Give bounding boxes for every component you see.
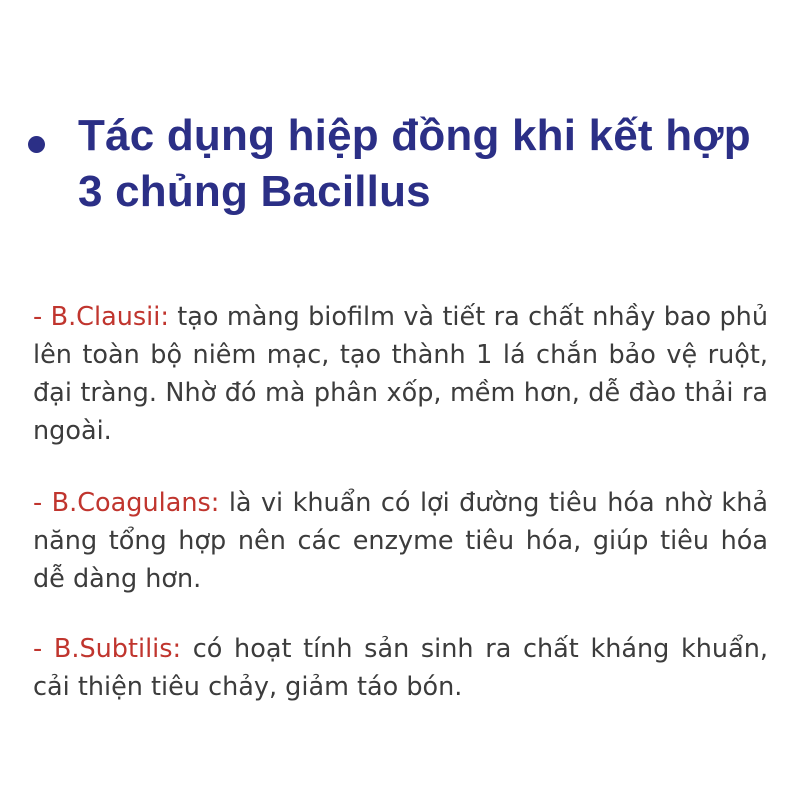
paragraph-coagulans (33, 484, 768, 598)
strain-label-coagulans: - B.Coagulans: (33, 488, 220, 518)
section-heading (28, 108, 788, 220)
strain-text-coagulans: là vi khuẩn có lợi đường tiêu hóa nhờ khả năng tổng hợp nên các enzyme tiêu hóa, giúp tiêu hóa dễ dàng hơn. (33, 488, 768, 594)
strain-text-subtilis: có hoạt tính sản sinh ra chất kháng khuẩn, cải thiện tiêu chảy, giảm táo bón. (33, 634, 768, 702)
heading-line-1: Tác dụng hiệp đồng khi kết hợp (78, 111, 751, 160)
paragraph-subtilis (33, 630, 768, 706)
strain-label-clausii: - B.Clausii: (33, 302, 169, 332)
heading-line-2: 3 chủng Bacillus (78, 167, 431, 216)
strain-label-subtilis: - B.Subtilis: (33, 634, 182, 664)
heading-title (78, 108, 751, 220)
strain-text-clausii: tạo màng biofilm và tiết ra chất nhầy bao phủ lên toàn bộ niêm mạc, tạo thành 1 lá chắn bảo vệ ruột, đại tràng. Nhờ đó mà phân xốp, mềm hơn, dễ đào thải ra ngoài. (33, 302, 768, 446)
bullet-icon (28, 136, 45, 153)
paragraph-clausii (33, 298, 768, 450)
